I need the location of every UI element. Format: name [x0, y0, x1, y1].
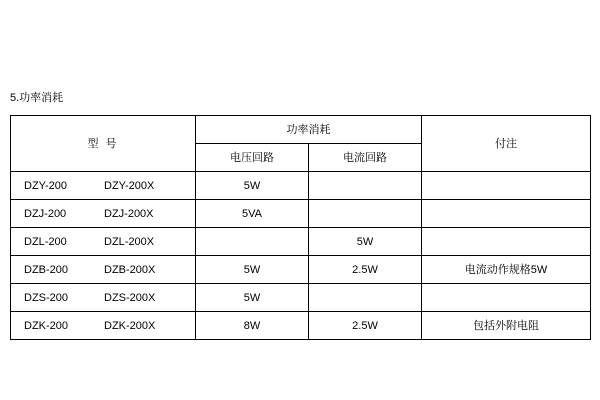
power-consumption-table-wrapper: [10, 115, 590, 340]
cell-current: 2.5W: [309, 256, 422, 284]
header-voltage-circuit: 电压回路: [196, 144, 309, 172]
cell-voltage: 5VA: [196, 200, 309, 228]
cell-current: 5W: [309, 228, 422, 256]
model-code-b: DZJ-200X: [104, 207, 154, 220]
cell-model: [11, 200, 196, 228]
model-code-a: DZS-200: [24, 291, 69, 304]
cell-current: [309, 200, 422, 228]
header-power-group: 功率消耗: [196, 116, 422, 144]
cell-note: [422, 200, 591, 228]
cell-model: [11, 256, 196, 284]
model-code-b: DZB-200X: [104, 263, 156, 276]
cell-current: [309, 172, 422, 200]
cell-voltage: 5W: [196, 256, 309, 284]
model-code-b: DZK-200X: [104, 319, 156, 332]
table-row: [11, 228, 591, 256]
header-model: 型 号: [11, 116, 196, 172]
model-code-a: DZK-200: [24, 319, 69, 332]
table-row: [11, 312, 591, 340]
header-current-circuit: 电流回路: [309, 144, 422, 172]
model-code-b: DZY-200X: [104, 179, 155, 192]
model-code-a: DZL-200: [24, 235, 67, 248]
cell-voltage: 5W: [196, 172, 309, 200]
cell-model: [11, 312, 196, 340]
table-row: [11, 200, 591, 228]
model-code-a: DZY-200: [24, 179, 68, 192]
model-code-b: DZS-200X: [104, 291, 156, 304]
power-consumption-table: [10, 115, 591, 340]
model-code-b: DZL-200X: [104, 235, 155, 248]
cell-voltage: [196, 228, 309, 256]
cell-note: [422, 284, 591, 312]
cell-note: 包括外附电阻: [422, 312, 591, 340]
cell-voltage: 5W: [196, 284, 309, 312]
table-row: [11, 256, 591, 284]
table-header-row-1: [11, 116, 591, 144]
cell-note: [422, 228, 591, 256]
table-row: [11, 284, 591, 312]
model-code-a: DZJ-200: [24, 207, 67, 220]
cell-current: [309, 284, 422, 312]
section-heading: 5.功率消耗: [10, 92, 64, 104]
table-row: [11, 172, 591, 200]
cell-note: 电流动作规格5W: [422, 256, 591, 284]
cell-note: [422, 172, 591, 200]
cell-voltage: 8W: [196, 312, 309, 340]
cell-model: [11, 284, 196, 312]
model-code-a: DZB-200: [24, 263, 69, 276]
cell-current: 2.5W: [309, 312, 422, 340]
cell-model: [11, 172, 196, 200]
cell-model: [11, 228, 196, 256]
header-note: 付注: [422, 116, 591, 172]
